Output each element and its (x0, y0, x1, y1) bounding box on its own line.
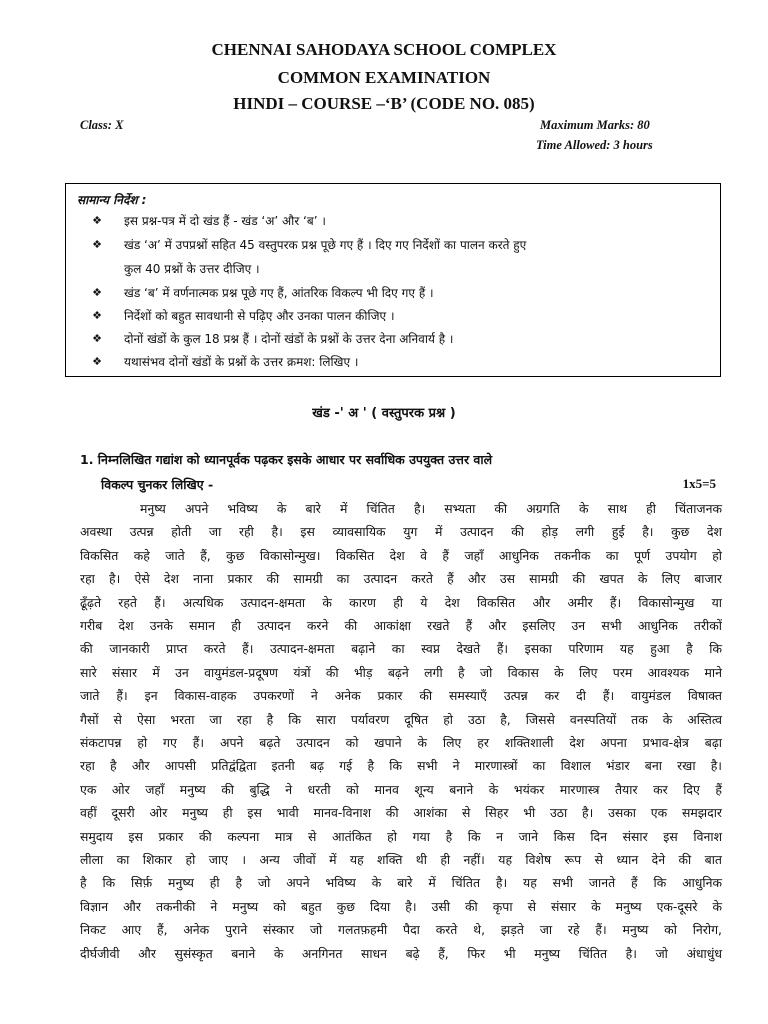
instruction-item: ❖ निर्देशों को बहुत सावधानी से पढ़िए और उनका पालन कीजिए । (90, 304, 716, 328)
class-label: Class: X (80, 118, 124, 132)
passage-line: लीला का शिकार हो जाए । अन्य जीवों में यह शक्ति थी ही नहीं। यह विशेष रूप से ध्यान देने की बात (80, 852, 722, 867)
passage-line: गरीब देश उनके समान ही उत्पादन करने की आकांक्षा रखते हैं और इसलिए उन सभी आधुनिक तरीकों (80, 618, 722, 633)
diamond-bullet-icon: ❖ (92, 355, 102, 368)
passage-line: विकसित कहे जाते हैं, कुछ विकासोन्मुख। विकसित देश वे हैं जहाँ आधुनिक तकनीक का पूर्ण उपयोग हो (80, 547, 722, 563)
diamond-bullet-icon: ❖ (92, 309, 102, 322)
passage-line: विज्ञान और तकनीकी ने मनुष्य को बहुत कुछ दिया है। उसी की कृपा से संसार के मनुष्य एक-दूसरे के (80, 898, 722, 914)
max-marks-label: Maximum Marks: 80 (540, 118, 650, 132)
passage-line: निकट आए हैं, अनेक पुराने संस्कार जो गलतफ़हमी पैदा करते थे, झड़ते जा रहे हैं। मनुष्य को निरोग, (80, 922, 722, 938)
passage-line: सारे संसार में उन वायुमंडल-प्रदूषण यंत्रों की भीड़ बढ़ने लगी है जो विकास के लिए परम आवश्यक माने (80, 664, 722, 680)
instructions-title: सामान्य निर्देश : (77, 193, 147, 207)
passage-line: ढूँढ़ते रहते हैं। अत्यधिक उत्पादन-क्षमता के कारण ही ये देश विकसित और अमीर हैं। विकासोन्मुख या (80, 594, 722, 610)
passage-line: दीर्घजीवी और सुसंस्कृत बनाने के अनगिनत साधन बढ़े हैं, फिर भी मनुष्य चिंतित है। जो अंधाधुंध (80, 945, 722, 961)
question-1-prompt: 1. निम्नलिखित गद्यांश को ध्यानपूर्वक पढ़कर इसके आधार पर सर्वाधिक उपयुक्त उत्तर वाले (80, 452, 493, 467)
section-a-heading: खंड -' अ ' ( वस्तुपरक प्रश्न ) (312, 406, 456, 421)
passage-line: मनुष्य अपने भविष्य के बारे में चिंतित है। सभ्यता की अग्रगति के साथ ही चिंताजनक (140, 501, 722, 516)
passage-line: जाते हैं। इन विकास-वाहक उपकरणों ने अनेक प्रकार की समस्याएँ उत्पन्न कर दी हैं। वायुमंडल विषाक्त (80, 688, 722, 704)
diamond-bullet-icon: ❖ (92, 332, 102, 345)
time-allowed-label: Time Allowed: 3 hours (536, 138, 653, 152)
passage-line: रहा है। ऐसे देश नाना प्रकार की सामग्री का उत्पादन करते हैं और उस सामग्री की खपत के लिए बाजार (80, 571, 722, 587)
school-name-heading: CHENNAI SAHODAYA SCHOOL COMPLEX (211, 40, 557, 59)
diamond-bullet-icon: ❖ (92, 286, 102, 299)
passage-line: एक ओर जहाँ मनुष्य की बुद्धि ने धरती को मानव शून्य बनाने के भयंकर मारणास्त्र तैयार कर दिए हैं (80, 781, 722, 797)
instruction-item: ❖ खंड ‘अ’ में उपप्रश्नों सहित 45 वस्तुपरक प्रश्न पूछे गए हैं । दिए गए निर्देशों का पालन करते हुए (90, 233, 716, 257)
instruction-item: ❖ इस प्रश्न-पत्र में दो खंड हैं - खंड ‘अ’ और ‘ब’ । (90, 209, 716, 233)
passage-line: की जानकारी प्राप्त करते हैं। उत्पादन-क्षमता बढ़ाने का स्वप्न देखते हैं। इसका परिणाम यह हुआ है कि (80, 641, 722, 657)
diamond-bullet-icon: ❖ (92, 238, 102, 251)
passage-line: गैसों से ऐसा भरता जा रहा है कि सारा पर्यावरण दूषित हो उठा है, जिससे वनस्पतियों तक के अस्तित्व (80, 711, 722, 727)
general-instructions-box (65, 183, 721, 377)
instruction-item: ❖ खंड ‘ब’ में वर्णनात्मक प्रश्न पूछे गए हैं, आंतरिक विकल्प भी दिए गए हैं । (90, 281, 716, 305)
instruction-item-continued: कुल 40 प्रश्नों के उत्तर दीजिए । (124, 262, 260, 276)
subject-heading: HINDI – COURSE –‘B’ (CODE NO. 085) (233, 94, 535, 113)
passage-line: है कि सिर्फ़ मनुष्य ही है जो अपने भविष्य के बारे में चिंतित है। यह सभी जानते हैं कि आधुनिक (80, 875, 722, 891)
diamond-bullet-icon: ❖ (92, 214, 102, 227)
exam-name-heading: COMMON EXAMINATION (277, 68, 491, 87)
question-1-marks: 1x5=5 (682, 476, 716, 491)
question-1-prompt-continued: विकल्प चुनकर लिखिए - (101, 477, 214, 492)
passage-line: समुदाय इस प्रकार की कल्पना मात्र से आतंकित हो गया है कि न जाने किस दिन संसार इस विनाश (80, 828, 722, 844)
instruction-item: ❖ दोनों खंडों के कुल 18 प्रश्न हैं । दोनों खंडों के प्रश्नों के उत्तर देना अनिवार्य है । (90, 327, 716, 351)
instruction-item: ❖ यथासंभव दोनों खंडों के प्रश्नों के उत्तर क्रमश: लिखिए । (90, 350, 716, 374)
passage-line: अवस्था उत्पन्न होती जा रही है। इस व्यावसायिक युग में उत्पादन की होड़ लगी हुई है। कुछ देश (80, 524, 722, 540)
passage-line: रहा है और आपसी प्रतिद्वंद्विता इतनी बढ़ गई है कि सभी ने मारणास्त्रों का विशाल भंडार बना रखा है। (80, 758, 722, 774)
passage-line: वहीं दूसरी ओर मनुष्य ही इस भावी मानव-विनाश की आशंका से सिहर भी उठा है। उसका एक समझदार (80, 805, 722, 821)
passage-line: संकटापन्न हो गए हैं। अपने बढ़ते उत्पादन को खपाने के लिए हर शक्तिशाली देश अपना प्रभाव-क्षेत्र बढ़ा (80, 735, 722, 750)
